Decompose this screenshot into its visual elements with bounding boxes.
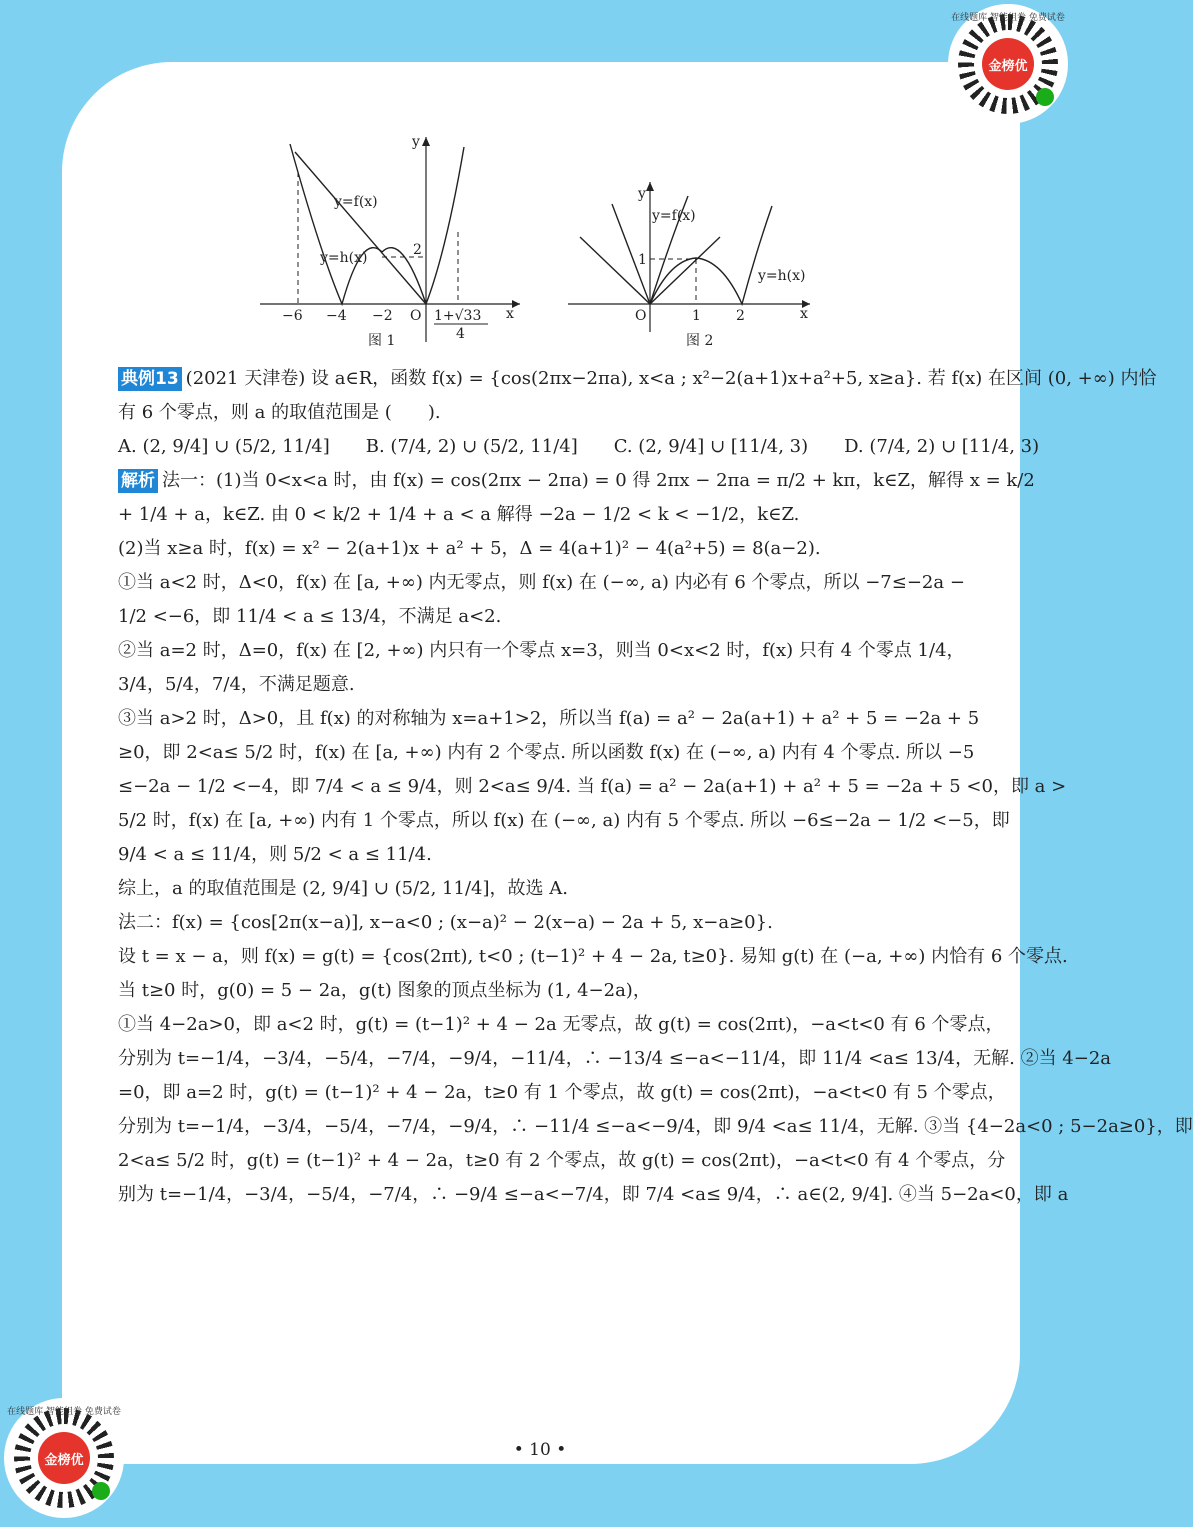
solution-line: =0，即 a=2 时，g(t) = (t−1)² + 4 − 2a，t≥0 有 1 个零点，故 g(t) = cos(2πt)，−a<t<0 有 5 个零点， <box>118 1082 1006 1103</box>
fig1-caption: 图 1 <box>368 333 396 349</box>
content <box>118 362 1193 1212</box>
solution-line: 法二：f(x) = {cos[2π(x−a)], x−a<0 ; (x−a)² − 2(x−a) − 2a + 5, x−a≥0}. <box>118 912 773 933</box>
fig2-xtick: 2 <box>736 308 745 324</box>
page-number: • 10 • <box>513 1440 567 1460</box>
fig2-y-label: y <box>638 186 646 202</box>
fig2-caption: 图 2 <box>686 333 714 349</box>
brand-logo: 金榜优 <box>38 1432 90 1484</box>
qr-arc-text: 在线题库 智能组卷 免费试卷 <box>7 1407 121 1417</box>
mini-program-icon <box>1036 88 1054 106</box>
figure-1 <box>250 132 530 352</box>
mini-program-icon <box>92 1482 110 1500</box>
qr-badge-bottom[interactable] <box>4 1398 124 1518</box>
brand-logo: 金榜优 <box>982 38 1034 90</box>
solution-line: 3/4，5/4，7/4，不满足题意. <box>118 674 355 695</box>
solution-line: ①当 4−2a>0，即 a<2 时，g(t) = (t−1)² + 4 − 2a 无零点，故 g(t) = cos(2πt)，−a<t<0 有 6 个零点， <box>118 1014 1004 1035</box>
solution-line: ①当 a<2 时，Δ<0，f(x) 在 [a, +∞) 内无零点，则 f(x) 在 (−∞, a) 内必有 6 个零点，所以 −7≤−2a − <box>118 572 965 593</box>
fig1-h-label: y=h(x) <box>320 250 368 266</box>
example-line <box>118 362 1157 396</box>
fig1-origin: O <box>410 308 422 324</box>
fig1-y-label: y <box>412 134 420 150</box>
fig1-root-label: 1+√33 <box>434 308 482 324</box>
fig1-x-label: x <box>506 306 514 322</box>
solution-line: 别为 t=−1/4，−3/4，−5/4，−7/4，∴ −9/4 ≤−a<−7/4，即 7/4 <a≤ 9/4，∴ a∈(2, 9/4]. ④当 5−2a<0，即 a <box>118 1184 1069 1205</box>
fig2-origin: O <box>635 308 647 324</box>
fig1-xtick: −2 <box>372 308 393 324</box>
qr-badge-top[interactable] <box>948 4 1068 124</box>
fig2-f-label: y=f(x) <box>652 208 696 224</box>
example-text: (2021 天津卷) 设 a∈R，函数 f(x) = {cos(2πx−2πa), x<a ; x²−2(a+1)x+a²+5, x≥a}. 若 f(x) 在区间 (0, +∞) 内恰 <box>185 368 1157 389</box>
solution-line: 当 t≥0 时，g(0) = 5 − 2a，g(t) 图象的顶点坐标为 (1, 4−2a)， <box>118 980 651 1001</box>
fig1-y-mark: 2 <box>413 242 422 258</box>
fig2-xtick: 1 <box>692 308 701 324</box>
qr-arc-text: 在线题库 智能组卷 免费试卷 <box>951 13 1065 23</box>
solution-line: 1/2 <−6，即 11/4 < a ≤ 13/4，不满足 a<2. <box>118 606 502 627</box>
solution-line: ②当 a=2 时，Δ=0，f(x) 在 [2, +∞) 内只有一个零点 x=3，则当 0<x<2 时，f(x) 只有 4 个零点 1/4， <box>118 640 965 661</box>
solution-line: (2)当 x≥a 时，f(x) = x² − 2(a+1)x + a² + 5，Δ = 4(a+1)² − 4(a²+5) = 8(a−2). <box>118 538 821 559</box>
solution-line: 9/4 < a ≤ 11/4，则 5/2 < a ≤ 11/4. <box>118 844 432 865</box>
solution-line: 5/2 时，f(x) 在 [a, +∞) 内有 1 个零点，所以 f(x) 在 (−∞, a) 内有 5 个零点. 所以 −6≤−2a − 1/2 <−5，即 <box>118 810 1010 831</box>
figures <box>250 132 830 352</box>
solution-line: ≤−2a − 1/2 <−4，即 7/4 < a ≤ 9/4，则 2<a≤ 9/4. 当 f(a) = a² − 2a(a+1) + a² + 5 = −2a + 5 <0，即 a > <box>118 776 1067 797</box>
solution-line: ≥0，即 2<a≤ 5/2 时，f(x) 在 [a, +∞) 内有 2 个零点. 所以函数 f(x) 在 (−∞, a) 内有 4 个零点. 所以 −5 <box>118 742 975 763</box>
fig2-y-mark: 1 <box>638 252 647 268</box>
solution-line: 综上，a 的取值范围是 (2, 9/4] ∪ (5/2, 11/4]，故选 A. <box>118 878 568 899</box>
choices-line: A. (2, 9/4] ∪ (5/2, 11/4] B. (7/4, 2) ∪ (5/2, 11/4] C. (2, 9/4] ∪ [11/4, 3) D. (7/4, 2) ∪ [11/4, 3) <box>118 436 1040 457</box>
solution-line: 2<a≤ 5/2 时，g(t) = (t−1)² + 4 − 2a，t≥0 有 2 个零点，故 g(t) = cos(2πt)，−a<t<0 有 4 个零点，分 <box>118 1150 1006 1171</box>
solution-line: 设 t = x − a，则 f(x) = g(t) = {cos(2πt), t<0 ; (t−1)² + 4 − 2a, t≥0}. 易知 g(t) 在 (−a, +∞) 内恰有 6 个零点. <box>118 946 1068 967</box>
figure-2 <box>560 132 830 352</box>
solution-text: 法一：(1)当 0<x<a 时，由 f(x) = cos(2πx − 2πa) = 0 得 2πx − 2πa = π/2 + kπ，k∈Z，解得 x = k/2 <box>162 470 1035 491</box>
example-tag: 典例13 <box>118 367 182 391</box>
solution-line: + 1/4 + a，k∈Z. 由 0 < k/2 + 1/4 + a < a 解得 −2a − 1/2 < k < −1/2，k∈Z. <box>118 504 800 525</box>
fig1-root-den: 4 <box>456 326 465 342</box>
fig1-xtick: −6 <box>282 308 303 324</box>
solution-line: 分别为 t=−1/4，−3/4，−5/4，−7/4，−9/4，−11/4，∴ −13/4 ≤−a<−11/4，即 11/4 <a≤ 13/4，无解. ②当 4−2a <box>118 1048 1112 1069</box>
solution-line <box>118 464 1035 498</box>
solution-line: ③当 a>2 时，Δ>0，且 f(x) 的对称轴为 x=a+1>2，所以当 f(a) = a² − 2a(a+1) + a² + 5 = −2a + 5 <box>118 708 980 729</box>
fig2-h-label: y=h(x) <box>758 268 806 284</box>
fig1-f-label: y=f(x) <box>334 194 378 210</box>
solution-line: 分别为 t=−1/4，−3/4，−5/4，−7/4，−9/4，∴ −11/4 ≤−a<−9/4，即 9/4 <a≤ 11/4，无解. ③当 {4−2a<0 ; 5−2a≥0}，即 <box>118 1116 1193 1137</box>
fig1-xtick: −4 <box>326 308 347 324</box>
solution-tag: 解析 <box>118 469 158 493</box>
fig2-x-label: x <box>800 306 808 322</box>
example-line: 有 6 个零点，则 a 的取值范围是 ( ). <box>118 402 441 423</box>
